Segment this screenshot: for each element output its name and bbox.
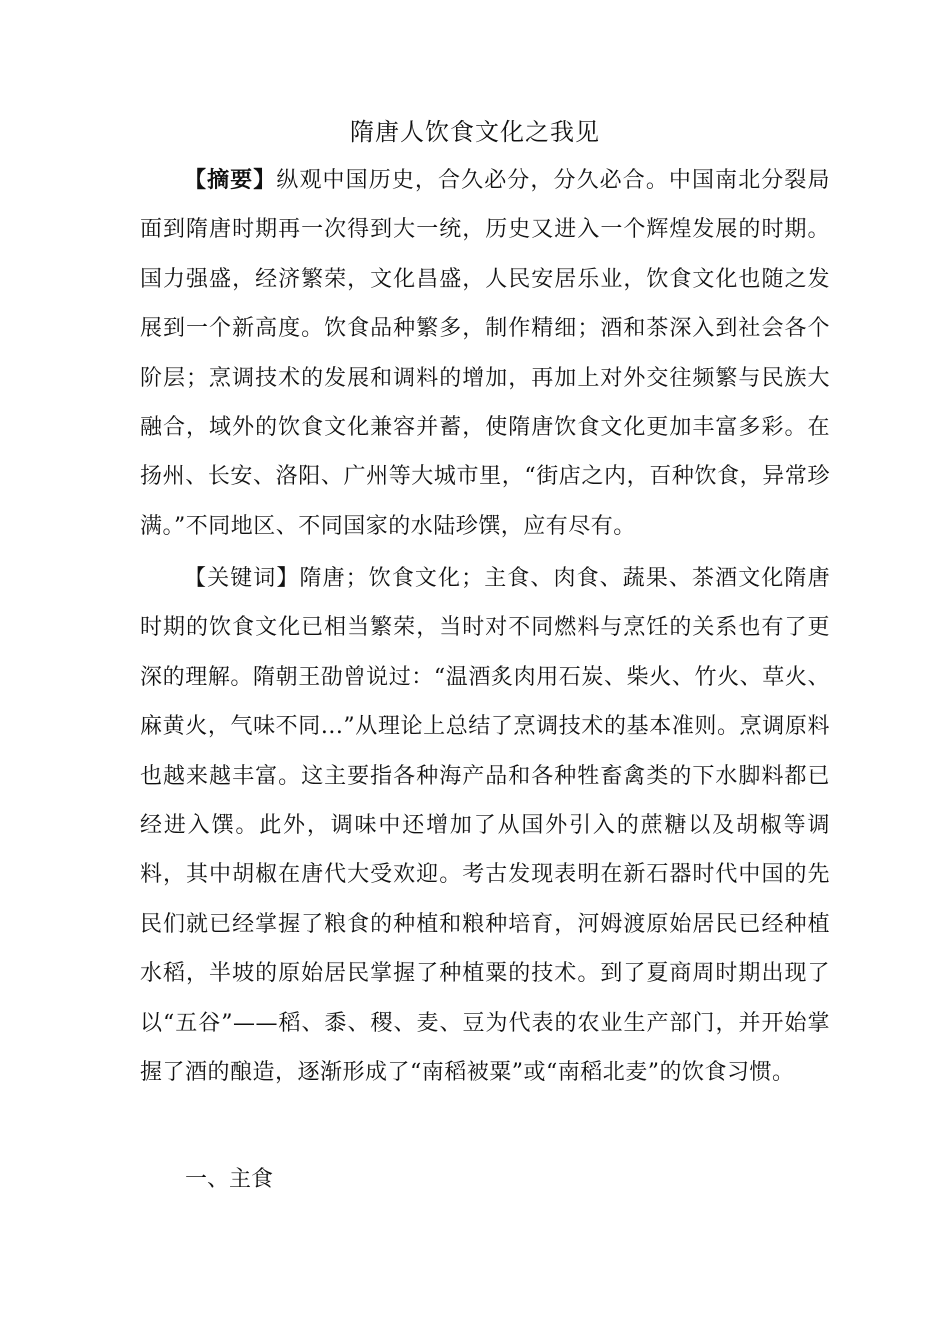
keywords-paragraph (140, 554, 830, 1097)
abstract-paragraph (140, 156, 830, 551)
document-title: 隋唐人饮食文化之我见 (350, 118, 600, 146)
section-heading: 一、主食 (185, 1167, 274, 1192)
keywords-label: 【关键词】 (184, 566, 300, 591)
abstract-label: 【摘要】 (184, 168, 277, 193)
keywords-text: 隋唐；饮食文化；主食、肉食、蔬果、茶酒文化隋唐时期的饮食文化已相当繁荣，当时对不同燃料与烹饪的关系也有了更深的理解。隋朝王劭曾说过：“温酒炙肉用石炭、柴火、竹火、草火、麻黄火，气味不同...”从理论上总结了烹调技术的基本准则。烹调原料也越来越丰富。这主要指各种海产品和各种牲畜禽类的下水脚料都已经进入馔。此外，调味中还增加了从国外引入的蔗糖以及胡椒等调料，其中胡椒在唐代大受欢迎。考古发现表明在新石器时代中国的先民们就已经掌握了粮食的种植和粮种培育，河姆渡原始居民已经种植水稻，半坡的原始居民掌握了种植粟的技术。到了夏商周时期出现了以“五谷”——稻、黍、稷、麦、豆为代表的农业生产部门，并开始掌握了酒的酿造，逐渐形成了“南稻被粟”或“南稻北麦”的饮食习惯。 (140, 566, 830, 1086)
abstract-text: 纵观中国历史，合久必分，分久必合。中国南北分裂局面到隋唐时期再一次得到大一统，历史又进入一个辉煌发展的时期。国力强盛，经济繁荣，文化昌盛，人民安居乐业，饮食文化也随之发展到一个新高度。饮食品种繁多，制作精细；酒和茶深入到社会各个阶层；烹调技术的发展和调料的增加，再加上对外交往频繁与民族大融合，域外的饮食文化兼容并蓄，使隋唐饮食文化更加丰富多彩。在扬州、长安、洛阳、广州等大城市里，“街店之内，百种饮食，异常珍满。”不同地区、不同国家的水陆珍馔，应有尽有。 (140, 168, 830, 539)
